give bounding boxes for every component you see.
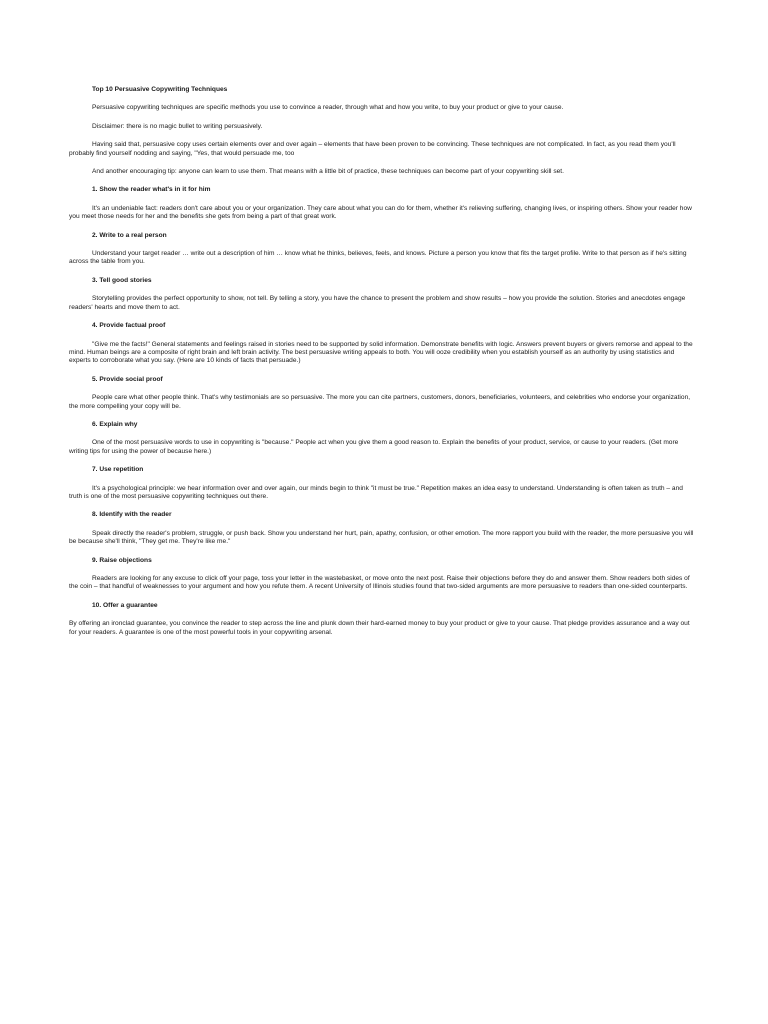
section-body: Storytelling provides the perfect opportunity to show, not tell. By telling a story, you have the chance to present the problem and show results – how you provide the solution. Stories and anecdotes engage readers' hearts and move them to act. — [69, 295, 686, 311]
section-heading: 3. Tell good stories — [92, 276, 152, 284]
section-body: It's a psychological principle: we hear information over and over again, our minds begin to think "it must be true." Repetition makes an idea easy to understand. Understanding is often taken as truth – and truth is one of the most persuasive copywriting techniques out there. — [69, 484, 683, 500]
section-body: Speak directly the reader's problem, struggle, or push back. Show you understand her hurt, pain, apathy, confusion, or other emotion. The more rapport you build with the reader, the more persuasive you will be because she'll think, "They get me. They're like me." — [69, 529, 694, 546]
section-8 — [69, 511, 697, 546]
section-body: By offering an ironclad guarantee, you convince the reader to step across the line and plunk down their hard-earned money to buy your product or give to your cause. That pledge provides assurance and a way out for your readers. A guarantee is one of the most powerful tools in your copywriting arsenal. — [69, 620, 690, 636]
section-body: One of the most persuasive words to use in copywriting is "because." People act when you give them a good reason to. Explain the benefits of your product, service, or cause to your readers. (Get more writing tips for using the power of because here.) — [69, 439, 679, 455]
section-4 — [69, 322, 697, 366]
document-title: Top 10 Persuasive Copywriting Techniques — [92, 86, 228, 93]
section-body: Understand your target reader … write out a description of him … know what he thinks, believes, feels, and knows. Picture a person you know that fits the target profile. Write to that person as if he's sitting across the table from you. — [69, 250, 687, 266]
section-body: "Give me the facts!" General statements and feelings raised in stories need to be supported by solid information. Demonstrate benefits with logic. Answers prevent buyers or givers remorse and appeal to the mind. Human beings are a composite of right brain and left brain activity. The best persuasive writing appeals to both. You will ooze credibility when you establish yourself as an authority by using statistics and experts to corroborate what you say. (Here are 10 kinds of facts that persuade.) — [69, 340, 693, 365]
section-body: Readers are looking for any excuse to click off your page, toss your letter in the wastebasket, or move onto the next post. Raise their objections before they do and answer them. Show readers both sides of the coin – that handful of weaknesses to your argument and how you refute them. A recent University of Illinois studies found that two-sided arguments are more persuasive to readers than one-sided counterparts. — [69, 575, 690, 591]
section-heading: 9. Raise objections — [92, 556, 152, 564]
intro-paragraph: Disclaimer: there is no magic bullet to writing persuasively. — [92, 122, 263, 130]
intro-paragraph: Having said that, persuasive copy uses certain elements over and over again – elements that have been proven to be convincing. These techniques are not complicated. In fact, as you read them you'll probably find yourself nodding and saying, "Yes, that would persuade me, too — [69, 141, 676, 157]
section-3 — [69, 277, 697, 312]
intro-paragraph: Persuasive copywriting techniques are specific methods you use to convince a reader, through what and how you write, to buy your product or give to your cause. — [92, 104, 564, 112]
section-9 — [69, 557, 697, 592]
section-2 — [69, 232, 697, 267]
section-heading: 7. Use repetition — [92, 466, 144, 474]
section-heading: 6. Explain why — [92, 420, 138, 428]
section-heading: 10. Offer a guarantee — [92, 601, 158, 609]
section-7 — [69, 466, 697, 501]
intro-paragraph: And another encouraging tip: anyone can learn to use them. That means with a little bit of practice, these techniques can become part of your copywriting skill set. — [92, 168, 564, 176]
section-heading: 1. Show the reader what's in it for him — [92, 186, 211, 194]
section-heading: 5. Provide social proof — [92, 375, 163, 383]
section-6 — [69, 421, 697, 456]
section-heading: 8. Identify with the reader — [92, 511, 172, 519]
section-body: People care what other people think. That's why testimonials are so persuasive. The more you can cite partners, customers, donors, beneficiaries, volunteers, and celebrities who endorse your organization, the more compelling your copy will be. — [69, 394, 691, 410]
section-heading: 4. Provide factual proof — [92, 322, 166, 330]
section-1 — [69, 186, 697, 221]
document-page — [69, 86, 697, 647]
section-5 — [69, 376, 697, 411]
section-body: It's an undeniable fact: readers don't care about you or your organization. They care about what you can do for them, whether it's relieving suffering, changing lives, or inspiring others. Show your reader how you meet those needs for her and the benefits she gets from being a part of that great work. — [69, 204, 692, 221]
section-heading: 2. Write to a real person — [92, 231, 167, 239]
section-10 — [69, 602, 697, 637]
